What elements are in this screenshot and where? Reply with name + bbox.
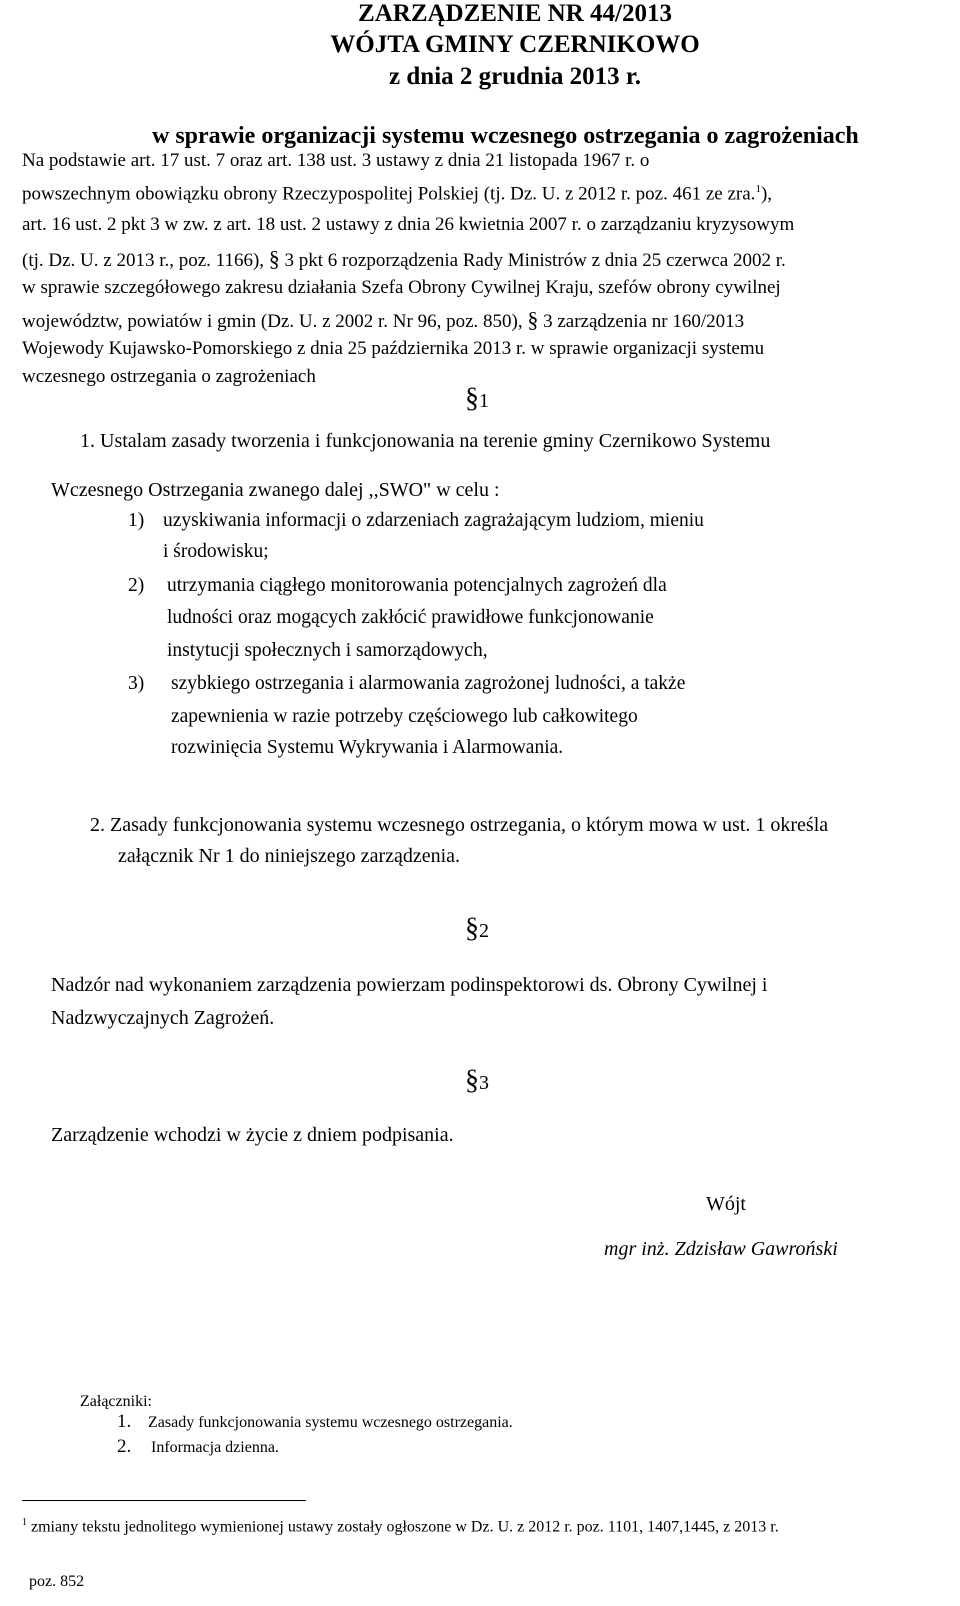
document-subject: w sprawie organizacji systemu wczesnego ostrzegania o zagrożeniach xyxy=(152,123,859,149)
paragraph-text: Zarządzenie wchodzi w życie z dniem podpisania. xyxy=(51,1124,454,1146)
paragraph-text: 2. Zasady funkcjonowania systemu wczesnego ostrzegania, o którym mowa w ust. 1 określa xyxy=(90,814,829,836)
list-item-text: szybkiego ostrzegania i alarmowania zagrożonej ludności, a także xyxy=(171,673,686,694)
footnote-mark: 1 xyxy=(22,1517,27,1528)
basis-line: (tj. Dz. U. z 2013 r., poz. 1166), § 3 pkt 6 rozporządzenia Rady Ministrów z dnia 25 czerwca 2002 r. xyxy=(22,246,786,271)
paragraph-text: Wczesnego Ostrzegania zwanego dalej ,,SWO" w celu : xyxy=(51,479,500,501)
signatory-name: mgr inż. Zdzisław Gawroński xyxy=(604,1238,838,1260)
list-number: 1) xyxy=(128,510,145,531)
basis-line: art. 16 ust. 2 pkt 3 w zw. z art. 18 ust. 2 ustawy z dnia 26 kwietnia 2007 r. o zarządzaniu kryzysowym xyxy=(22,214,795,235)
document-title: ZARZĄDZENIE NR 44/2013 xyxy=(358,0,672,27)
list-item-text: uzyskiwania informacji o zdarzeniach zagrażającym ludziom, mieniu xyxy=(163,510,704,531)
attachments-heading: Załączniki: xyxy=(80,1393,152,1410)
list-item-text: i środowisku; xyxy=(163,541,269,562)
section-sign-icon: § xyxy=(268,246,280,271)
paragraph-text: załącznik Nr 1 do niniejszego zarządzenia. xyxy=(118,845,461,867)
basis-line: w sprawie szczegółowego zakresu działania Szefa Obrony Cywilnej Kraju, szefów obrony cywilnej xyxy=(22,277,781,298)
footnote-separator xyxy=(22,1500,306,1501)
paragraph-text: 1. Ustalam zasady tworzenia i funkcjonowania na terenie gminy Czernikowo Systemu xyxy=(80,430,771,452)
section-sign-icon: § xyxy=(527,307,539,332)
footnote-line: poz. 852 xyxy=(29,1573,85,1590)
footnote-line: $^1$ zmiany tekstu jednolitego wymienionej ustawy zostały ogłoszone w Dz. U. z 2012 r. poz. 1101, 1407,1445, z 2013 r. xyxy=(22,1517,779,1536)
basis-line: wczesnego ostrzegania o zagrożeniach xyxy=(22,366,316,387)
list-item-text: ludności oraz mogących zakłócić prawidłowe funkcjonowanie xyxy=(167,607,654,628)
section-sign-icon: § xyxy=(465,1065,479,1096)
signatory-role: Wójt xyxy=(706,1193,746,1215)
basis-line: powszechnym obowiązku obrony Rzeczypospolitej Polskiej (tj. Dz. U. z 2012 r. poz. 461 ze zra.$^1$), xyxy=(22,183,773,205)
list-item-text: rozwinięcia Systemu Wykrywania i Alarmowania. xyxy=(171,737,564,758)
list-item-text: zapewnienia w razie potrzeby częściowego lub całkowitego xyxy=(171,706,638,727)
section-sign-icon: § xyxy=(465,383,479,414)
basis-line: Na podstawie art. 17 ust. 7 oraz art. 138 ust. 3 ustawy z dnia 21 listopada 1967 r. o xyxy=(22,150,650,171)
basis-line: województw, powiatów i gmin (Dz. U. z 2002 r. Nr 96, poz. 850), § 3 zarządzenia nr 160/2013 xyxy=(22,307,745,332)
list-item-text: utrzymania ciągłego monitorowania potencjalnych zagrożeń dla xyxy=(167,575,667,596)
list-number: 2) xyxy=(128,575,145,596)
basis-line: Wojewody Kujawsko-Pomorskiego z dnia 25 października 2013 r. w sprawie organizacji systemu xyxy=(22,338,765,359)
section-sign-icon: § xyxy=(465,913,479,944)
section-heading-1: §1 xyxy=(465,383,489,414)
footnote-ref: 1 xyxy=(755,183,761,195)
list-item-text: instytucji społecznych i samorządowych, xyxy=(167,640,488,661)
document-date: z dnia 2 grudnia 2013 r. xyxy=(389,63,641,90)
attachment-item: Informacja dzienna. xyxy=(151,1439,279,1456)
section-heading-3: §3 xyxy=(465,1065,489,1096)
attachment-item: Zasady funkcjonowania systemu wczesnego ostrzegania. xyxy=(148,1414,513,1431)
paragraph-text: Nadzwyczajnych Zagrożeń. xyxy=(51,1007,275,1029)
attachment-number: 1. xyxy=(117,1411,132,1432)
issuer-title: WÓJTA GMINY CZERNIKOWO xyxy=(330,31,700,58)
list-number: 3) xyxy=(128,673,145,694)
attachment-number: 2. xyxy=(117,1436,132,1457)
paragraph-text: Nadzór nad wykonaniem zarządzenia powierzam podinspektorowi ds. Obrony Cywilnej i xyxy=(51,974,768,996)
section-heading-2: §2 xyxy=(465,913,489,944)
